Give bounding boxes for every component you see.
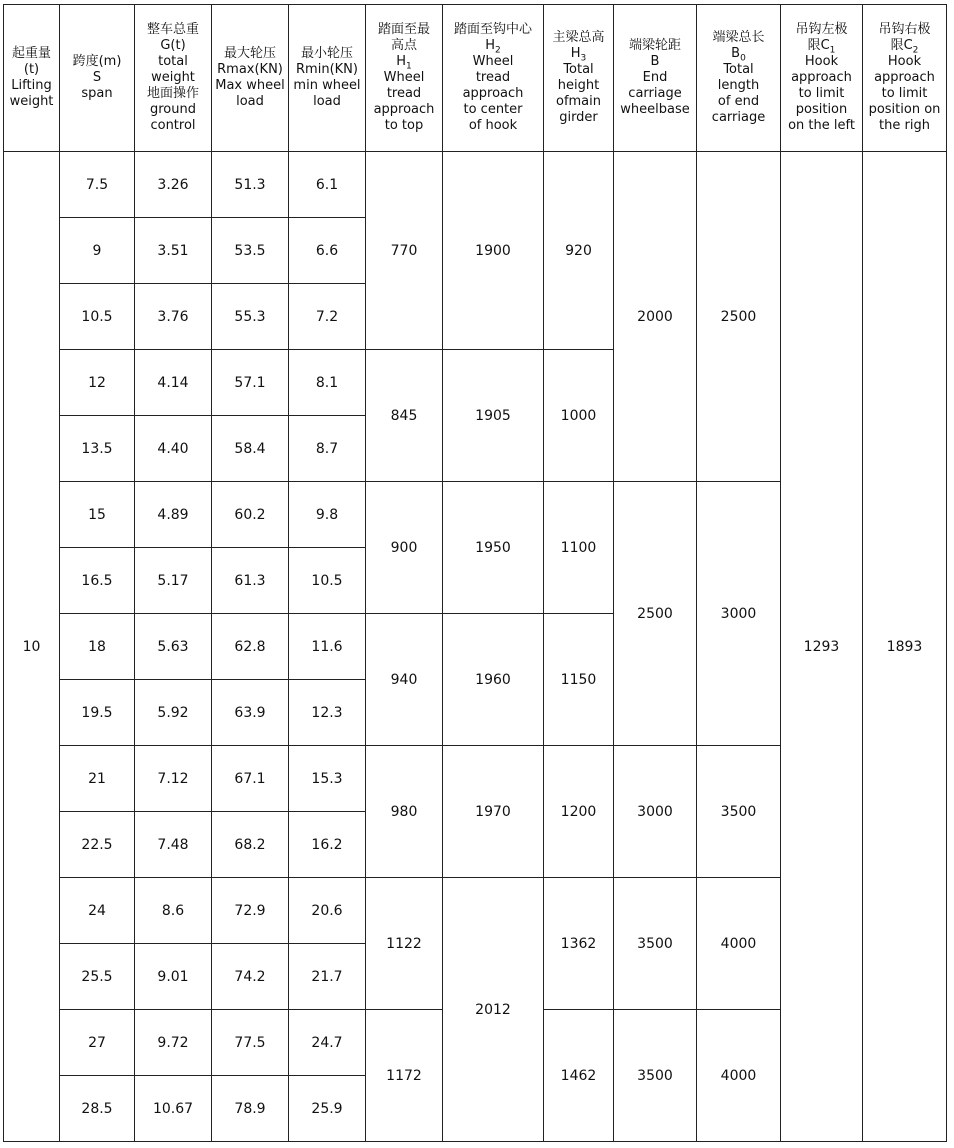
- h3-cell: 1150: [544, 614, 614, 746]
- weight-cell: 4.40: [135, 416, 212, 482]
- rmax-cell: 77.5: [212, 1010, 289, 1076]
- hook-left-limit-cell: 1293: [781, 152, 863, 1142]
- weight-cell: 3.26: [135, 152, 212, 218]
- weight-cell: 4.89: [135, 482, 212, 548]
- h2-cell: 1970: [443, 746, 544, 878]
- rmin-cell: 8.7: [289, 416, 366, 482]
- h1-cell: 1172: [366, 1010, 443, 1142]
- h3-cell: 1362: [544, 878, 614, 1010]
- header-hook-left-limit: 吊钩左极 限$C_1$ Hook approach to limit position on the left: [781, 5, 863, 152]
- weight-cell: 8.6: [135, 878, 212, 944]
- span-cell: 15: [60, 482, 135, 548]
- span-cell: 16.5: [60, 548, 135, 614]
- rmax-cell: 55.3: [212, 284, 289, 350]
- weight-cell: 9.01: [135, 944, 212, 1010]
- h1-cell: 845: [366, 350, 443, 482]
- rmin-cell: 6.6: [289, 218, 366, 284]
- wheelbase-cell: 2500: [614, 482, 697, 746]
- h3-cell: 1200: [544, 746, 614, 878]
- weight-cell: 7.12: [135, 746, 212, 812]
- header-hook-right-limit: 吊钩右极 限$C_2$ Hook approach to limit position on the righ: [863, 5, 947, 152]
- weight-cell: 5.63: [135, 614, 212, 680]
- weight-cell: 7.48: [135, 812, 212, 878]
- header-lifting-weight: 起重量 (t) Lifting weight: [4, 5, 60, 152]
- rmin-cell: 10.5: [289, 548, 366, 614]
- end-carriage-length-cell: 4000: [697, 878, 781, 1010]
- span-cell: 10.5: [60, 284, 135, 350]
- span-cell: 18: [60, 614, 135, 680]
- end-carriage-length-cell: 3000: [697, 482, 781, 746]
- rmin-cell: 6.1: [289, 152, 366, 218]
- rmax-cell: 61.3: [212, 548, 289, 614]
- rmin-cell: 24.7: [289, 1010, 366, 1076]
- table-row: [4, 152, 947, 218]
- h1-cell: 1122: [366, 878, 443, 1010]
- header-min-wheel-load: 最小轮压 Rmin(KN) min wheel load: [289, 5, 366, 152]
- wheelbase-cell: 3500: [614, 1010, 697, 1142]
- weight-cell: 5.17: [135, 548, 212, 614]
- rmin-cell: 12.3: [289, 680, 366, 746]
- rmax-cell: 68.2: [212, 812, 289, 878]
- weight-cell: 10.67: [135, 1076, 212, 1142]
- header-end-carriage-length: 端梁总长 $B_0$ Total length of end carriage: [697, 5, 781, 152]
- rmax-cell: 60.2: [212, 482, 289, 548]
- header-wheelbase: 端梁轮距 B End carriage wheelbase: [614, 5, 697, 152]
- h2-cell: 1960: [443, 614, 544, 746]
- span-cell: 13.5: [60, 416, 135, 482]
- end-carriage-length-cell: 3500: [697, 746, 781, 878]
- header-max-wheel-load: 最大轮压 Rmax(KN) Max wheel load: [212, 5, 289, 152]
- weight-cell: 4.14: [135, 350, 212, 416]
- span-cell: 24: [60, 878, 135, 944]
- span-cell: 12: [60, 350, 135, 416]
- rmax-cell: 51.3: [212, 152, 289, 218]
- header-h1: 踏面至最 高点 $H_1$ Wheel tread approach to top: [366, 5, 443, 152]
- weight-cell: 3.76: [135, 284, 212, 350]
- rmin-cell: 21.7: [289, 944, 366, 1010]
- rmin-cell: 11.6: [289, 614, 366, 680]
- h1-cell: 900: [366, 482, 443, 614]
- span-cell: 7.5: [60, 152, 135, 218]
- crane-spec-table: [3, 4, 947, 1142]
- rmax-cell: 67.1: [212, 746, 289, 812]
- h3-cell: 1462: [544, 1010, 614, 1142]
- h2-cell: 1900: [443, 152, 544, 350]
- h1-cell: 980: [366, 746, 443, 878]
- rmin-cell: 20.6: [289, 878, 366, 944]
- rmax-cell: 62.8: [212, 614, 289, 680]
- rmin-cell: 8.1: [289, 350, 366, 416]
- end-carriage-length-cell: 4000: [697, 1010, 781, 1142]
- h3-cell: 920: [544, 152, 614, 350]
- h3-cell: 1000: [544, 350, 614, 482]
- rmin-cell: 25.9: [289, 1076, 366, 1142]
- wheelbase-cell: 3500: [614, 878, 697, 1010]
- h2-cell: 1950: [443, 482, 544, 614]
- rmin-cell: 9.8: [289, 482, 366, 548]
- rmax-cell: 72.9: [212, 878, 289, 944]
- header-row: [4, 5, 947, 152]
- h2-cell: 2012: [443, 878, 544, 1142]
- end-carriage-length-cell: 2500: [697, 152, 781, 482]
- rmin-cell: 16.2: [289, 812, 366, 878]
- h1-cell: 770: [366, 152, 443, 350]
- span-cell: 9: [60, 218, 135, 284]
- span-cell: 19.5: [60, 680, 135, 746]
- rmax-cell: 74.2: [212, 944, 289, 1010]
- h3-cell: 1100: [544, 482, 614, 614]
- rmax-cell: 53.5: [212, 218, 289, 284]
- weight-cell: 9.72: [135, 1010, 212, 1076]
- h1-cell: 940: [366, 614, 443, 746]
- h2-cell: 1905: [443, 350, 544, 482]
- header-h3: 主梁总高 $H_3$ Total height ofmain girder: [544, 5, 614, 152]
- span-cell: 28.5: [60, 1076, 135, 1142]
- rmax-cell: 78.9: [212, 1076, 289, 1142]
- weight-cell: 3.51: [135, 218, 212, 284]
- span-cell: 25.5: [60, 944, 135, 1010]
- lifting-weight-cell: 10: [4, 152, 60, 1142]
- wheelbase-cell: 2000: [614, 152, 697, 482]
- wheelbase-cell: 3000: [614, 746, 697, 878]
- span-cell: 22.5: [60, 812, 135, 878]
- rmax-cell: 58.4: [212, 416, 289, 482]
- rmax-cell: 63.9: [212, 680, 289, 746]
- hook-right-limit-cell: 1893: [863, 152, 947, 1142]
- header-span: 跨度(m) S span: [60, 5, 135, 152]
- span-cell: 27: [60, 1010, 135, 1076]
- rmin-cell: 15.3: [289, 746, 366, 812]
- header-total-weight: 整车总重 G(t) total weight 地面操作 ground control: [135, 5, 212, 152]
- rmin-cell: 7.2: [289, 284, 366, 350]
- span-cell: 21: [60, 746, 135, 812]
- weight-cell: 5.92: [135, 680, 212, 746]
- header-h2: 踏面至钩中心 $H_2$ Wheel tread approach to center of hook: [443, 5, 544, 152]
- rmax-cell: 57.1: [212, 350, 289, 416]
